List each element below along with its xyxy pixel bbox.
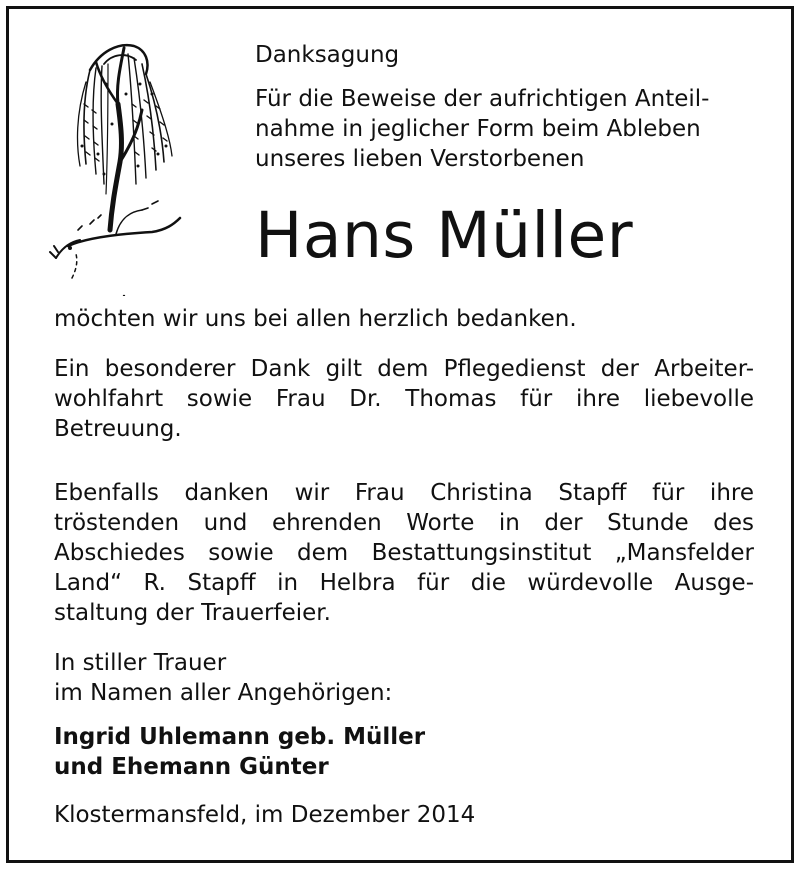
weeping-willow-icon — [46, 34, 196, 296]
also-thanks-line: staltung der Trauerfeier. — [54, 600, 331, 626]
mourning-block — [54, 648, 754, 708]
intro-line: nahme in jeglicher Form beim Ableben — [255, 116, 701, 142]
intro-line: unseres lieben Verstorbenen — [255, 146, 585, 172]
mourning-line: im Namen aller Angehörigen: — [54, 680, 393, 706]
signer-line: Ingrid Uhlemann geb. Müller — [54, 724, 426, 750]
also-thanks-line: tröstenden und ehrenden Worte in der Stunde des — [54, 510, 754, 536]
special-thanks-line: Ein besonderer Dank gilt dem Pflegedienst der Arbeiter- — [54, 356, 754, 382]
also-thanks-paragraph — [54, 478, 754, 628]
intro-paragraph — [255, 84, 775, 174]
special-thanks-paragraph — [54, 354, 754, 444]
intro-line: Für die Beweise der aufrichtigen Anteil- — [255, 86, 710, 112]
special-thanks-line: wohlfahrt sowie Frau Dr. Thomas für ihre liebevolle — [54, 386, 754, 412]
mourning-line: In stiller Trauer — [54, 650, 227, 676]
also-thanks-line: Ebenfalls danken wir Frau Christina Stapff für ihre — [54, 480, 754, 506]
also-thanks-line: Land“ R. Stapff in Helbra für die würdevolle Ausge- — [54, 570, 754, 596]
place-date: Klostermansfeld, im Dezember 2014 — [54, 802, 476, 828]
deceased-name: Hans Müller — [255, 199, 634, 272]
also-thanks-line: Abschiedes sowie dem Bestattungsinstitut „Mansfelder — [54, 540, 754, 566]
header-block — [255, 38, 775, 174]
notice-title: Danksagung — [255, 42, 400, 68]
signers-block — [54, 722, 754, 782]
thanks-line: möchten wir uns bei allen herzlich bedanken. — [54, 306, 577, 332]
signer-line: und Ehemann Günter — [54, 754, 329, 780]
special-thanks-line: Betreuung. — [54, 416, 182, 442]
